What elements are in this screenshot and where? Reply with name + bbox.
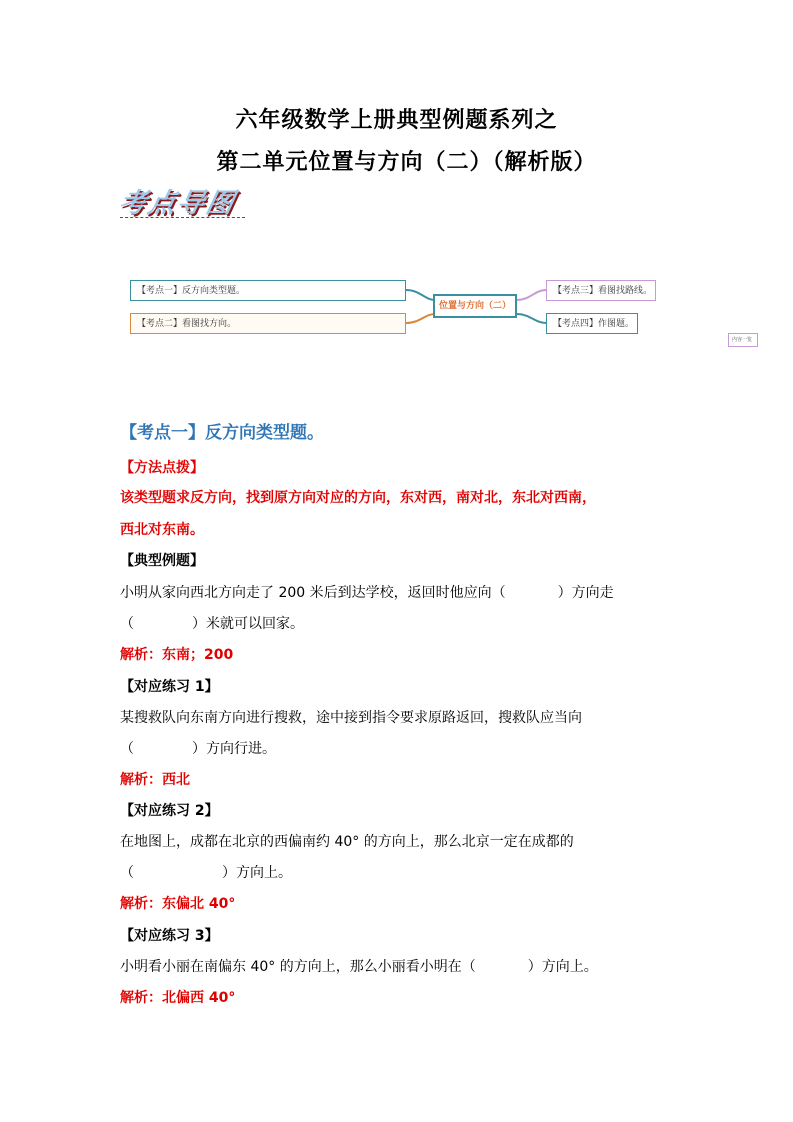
mindmap-node-1: 【考点一】反方向类型题。 xyxy=(130,280,406,301)
exercise1-heading: 【对应练习 1】 xyxy=(120,679,219,695)
question-text: （ xyxy=(120,865,134,881)
question-text: （ xyxy=(120,741,134,757)
section-heading: 【考点一】反方向类型题。 xyxy=(120,423,324,443)
document-title-line1: 六年级数学上册典型例题系列之 xyxy=(235,108,558,133)
mindmap-connectors xyxy=(0,0,793,400)
exercise1-question-line2 xyxy=(120,738,276,758)
question-text: ）米就可以回家。 xyxy=(192,616,304,632)
question-text: 小明从家向西北方向走了 200 米后到达学校，返回时他应向（ xyxy=(120,585,506,601)
question-text: ）方向上。 xyxy=(527,959,598,975)
mindmap-node-4: 【考点四】作图题。 xyxy=(546,313,638,334)
exercise3-answer: 解析：北偏西 40° xyxy=(120,990,236,1006)
method-text-line1: 该类型题求反方向，找到原方向对应的方向，东对西，南对北，东北对西南， xyxy=(120,490,596,506)
example-question-line1 xyxy=(120,582,614,602)
method-heading: 【方法点拨】 xyxy=(120,460,204,476)
mindmap-node-3: 【考点三】看图找路线。 xyxy=(546,280,656,301)
mindmap-center-node: 位置与方向（二） xyxy=(433,294,517,318)
mindmap-overview-label: 内容一览 xyxy=(728,333,758,347)
question-text: ）方向行进。 xyxy=(192,741,276,757)
question-text: （ xyxy=(120,616,134,632)
exercise2-answer: 解析：东偏北 40° xyxy=(120,896,236,912)
exercise3-question-line1 xyxy=(120,956,598,976)
exercise3-heading: 【对应练习 3】 xyxy=(120,928,219,944)
example-heading: 【典型例题】 xyxy=(120,553,204,569)
document-title-line2: 第二单元位置与方向（二）（解析版） xyxy=(216,150,597,175)
question-text: ）方向上。 xyxy=(222,865,292,881)
exercise1-question-line1: 某搜救队向东南方向进行搜救，途中接到指令要求原路返回，搜救队应当向 xyxy=(120,710,582,726)
question-text: 小明看小丽在南偏东 40° 的方向上，那么小丽看小明在（ xyxy=(120,959,476,975)
example-answer: 解析：东南；200 xyxy=(120,647,234,663)
banner-text: 考点导图 xyxy=(116,188,239,219)
exercise2-heading: 【对应练习 2】 xyxy=(120,803,219,819)
exercise2-question-line1: 在地图上，成都在北京的西偏南约 40° 的方向上，那么北京一定在成都的 xyxy=(120,834,574,850)
example-question-line2 xyxy=(120,613,304,633)
exercise1-answer: 解析：西北 xyxy=(120,772,190,788)
exercise2-question-line2 xyxy=(120,862,292,882)
question-text: ）方向走 xyxy=(557,585,614,601)
mindmap-node-2: 【考点二】看图找方向。 xyxy=(130,313,406,334)
method-text-line2: 西北对东南。 xyxy=(120,522,204,538)
